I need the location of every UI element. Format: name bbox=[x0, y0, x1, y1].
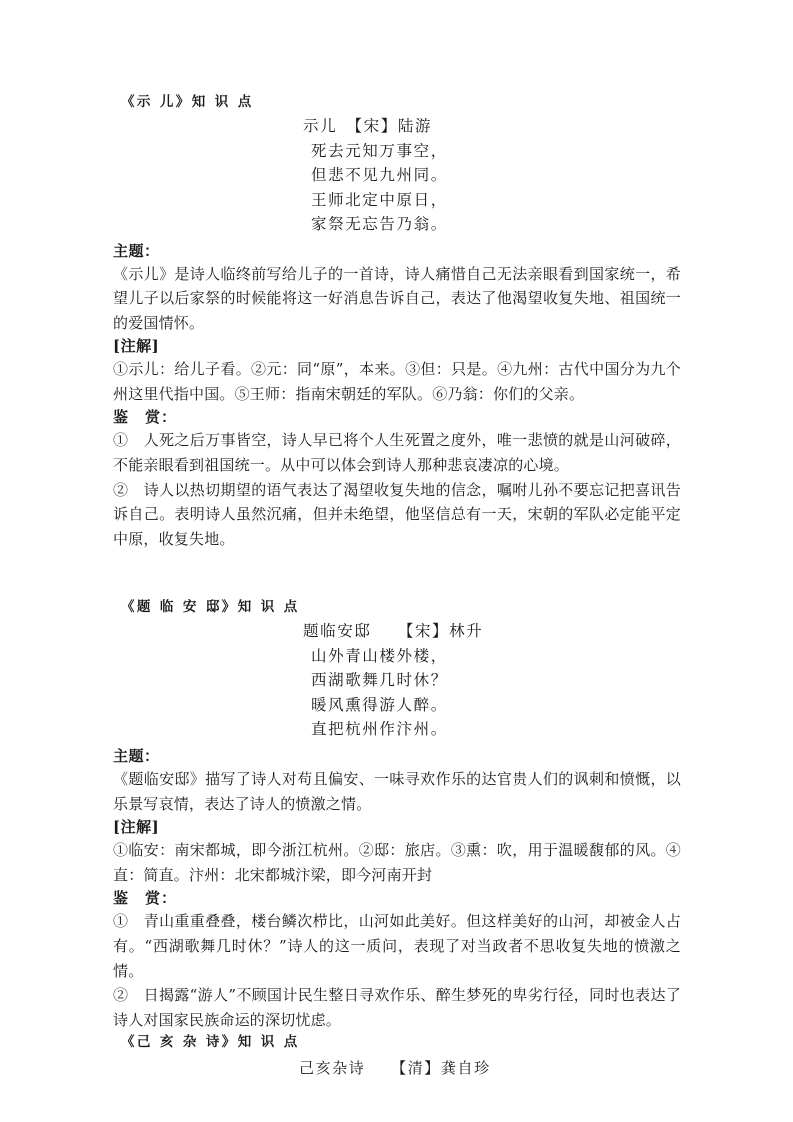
section-spacer bbox=[113, 551, 681, 597]
appreciation-label-shier: 鉴 赏： bbox=[113, 408, 178, 427]
appreciation-item: ① 人死之后万事皆空，诗人早已将个人生死置之度外，唯一悲愤的就是山河破碎，不能亲眼看到祖国统一。从中可以体会到诗人那种悲哀凄凉的心境。 bbox=[113, 431, 681, 475]
section-heading-jihaizashi: 《己 亥 杂 诗》知 识 点 bbox=[121, 1034, 300, 1051]
theme-label-shier: 主题： bbox=[113, 241, 160, 260]
poem-line: 直把杭州作汴州。 bbox=[311, 720, 448, 739]
document-page bbox=[113, 92, 681, 1080]
theme-text-shier: 《示儿》是诗人临终前写给儿子的一首诗，诗人痛惜自己无法亲眼看到国家统一，希望儿子以后家祭的时候能将这一好消息告诉自己，表达了他渴望收复失地、祖国统一的爱国情怀。 bbox=[113, 264, 681, 332]
notes-label-tilinanid: [注解] bbox=[113, 818, 160, 837]
notes-text-shier: ①示儿：给儿子看。②元：同“原”，本来。③但：只是。④九州：古代中国分为九个州这里代指中国。⑤王师：指南宋朝廷的军队。⑥乃翁：你们的父亲。 bbox=[113, 360, 681, 403]
poem-title-line-jihaizashi: 己亥杂诗 【清】龚自珍 bbox=[299, 1059, 491, 1078]
poem-title-line-tilinanid: 题临安邸 【宋】林升 bbox=[303, 622, 484, 641]
poem-section-shier bbox=[113, 92, 681, 551]
poem-title-line-shier: 示儿 【宋】陆游 bbox=[303, 117, 433, 135]
poem-body-shier bbox=[113, 114, 681, 237]
poem-section-tilinanid bbox=[113, 597, 681, 1032]
appreciation-item: ② 日揭露“游人”不顾国计民生整日寻欢作乐、醉生梦死的卑劣行径，同时也表达了诗人对国家民族命运的深切忧虑。 bbox=[113, 986, 681, 1029]
appreciation-label-tilinanid: 鉴 赏： bbox=[113, 889, 178, 908]
appreciation-item: ② 诗人以热切期望的语气表达了渴望收复失地的信念，嘱咐儿孙不要忘记把喜讯告诉自己。表明诗人虽然沉痛，但并未绝望，他坚信总有一天，宋朝的军队必定能平定中原，收复失地。 bbox=[113, 480, 681, 548]
poem-line: 王师北定中原日， bbox=[311, 190, 448, 209]
section-heading-tilinanid: 《题 临 安 邸》知 识 点 bbox=[121, 599, 300, 616]
theme-text-tilinanid: 《题临安邸》描写了诗人对苟且偏安、一味寻欢作乐的达官贵人们的讽刺和愤慨，以乐景写哀情，表达了诗人的愤激之情。 bbox=[113, 769, 681, 813]
poem-line: 死去元知万事空， bbox=[311, 141, 448, 160]
poem-body-tilinanid bbox=[113, 619, 681, 742]
appreciation-item: ① 青山重重叠叠，楼台鳞次栉比，山河如此美好。但这样美好的山河，却被金人占有。“西湖歌舞几时休？”诗人的这一质问，表现了对当政者不思收复失地的愤激之情。 bbox=[113, 912, 681, 980]
poem-line: 山外青山楼外楼， bbox=[311, 646, 448, 665]
poem-line: 暖风熏得游人醉。 bbox=[311, 695, 448, 714]
poem-line: 但悲不见九州同。 bbox=[311, 166, 448, 184]
theme-label-tilinanid: 主题： bbox=[113, 746, 160, 765]
notes-label-shier: [注解] bbox=[113, 337, 160, 356]
section-heading-shier: 《示 儿》知 识 点 bbox=[121, 94, 254, 110]
notes-text-tilinanid: ①临安：南宋都城，即今浙江杭州。②邸：旅店。③熏：吹，用于温暖馥郁的风。④直：简直。汴州：北宋都城汴梁，即今河南开封 bbox=[113, 841, 681, 884]
poem-section-jihaizashi bbox=[113, 1032, 681, 1080]
poem-line: 西湖歌舞几时休？ bbox=[311, 671, 448, 690]
poem-line: 家祭无忘告乃翁。 bbox=[311, 215, 448, 233]
